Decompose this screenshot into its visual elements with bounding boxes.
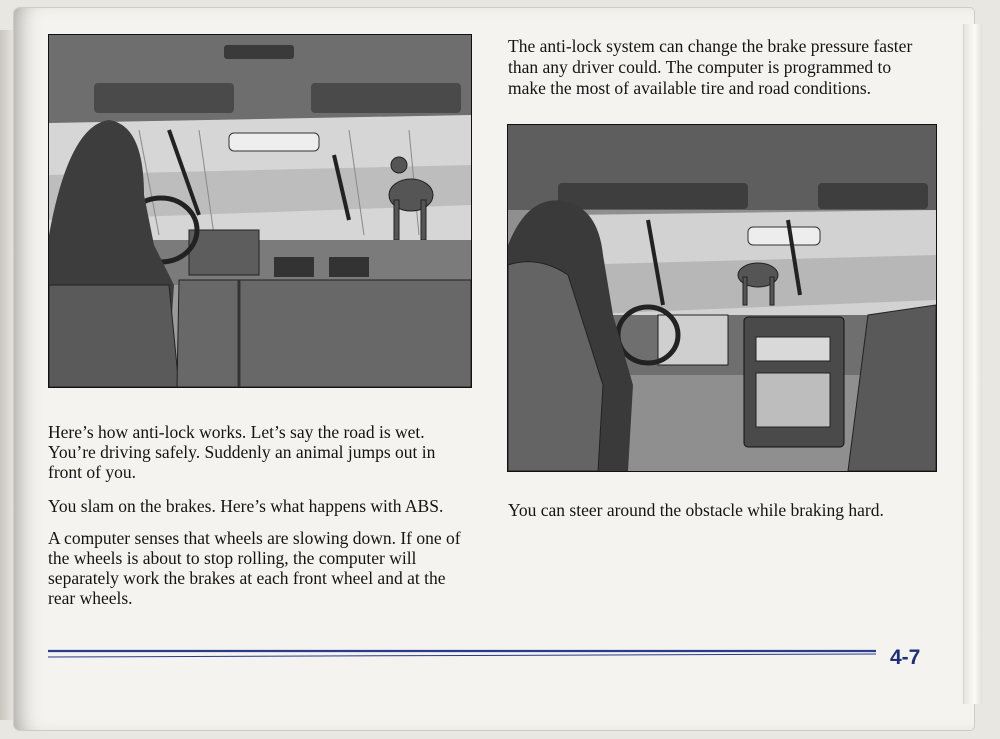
left-paragraph-2: You slam on the brakes. Here’s what happens with ABS. [48, 496, 444, 516]
right-illustration-caption: You can steer around the obstacle while braking hard. [508, 500, 884, 520]
page-number: 4-7 [890, 646, 921, 669]
illustration-steering-around-obstacle [507, 124, 937, 472]
illustration-driver-sees-deer [48, 34, 472, 388]
left-paragraph-3: A computer senses that wheels are slowing down. If one of the wheels is about to stop rolling, the computer will separately work the brakes at each front wheel and at the rear wheels. [48, 528, 461, 608]
footer-rule [48, 648, 876, 662]
right-intro-paragraph: The anti-lock system can change the brake pressure faster than any driver could. The computer is programmed to make the most of available tire and road conditions. [508, 36, 913, 98]
page-stack-edge [963, 24, 982, 704]
left-paragraph-1: Here’s how anti-lock works. Let’s say the road is wet. You’re driving safely. Suddenly an animal jumps out in front of you. [48, 422, 436, 482]
